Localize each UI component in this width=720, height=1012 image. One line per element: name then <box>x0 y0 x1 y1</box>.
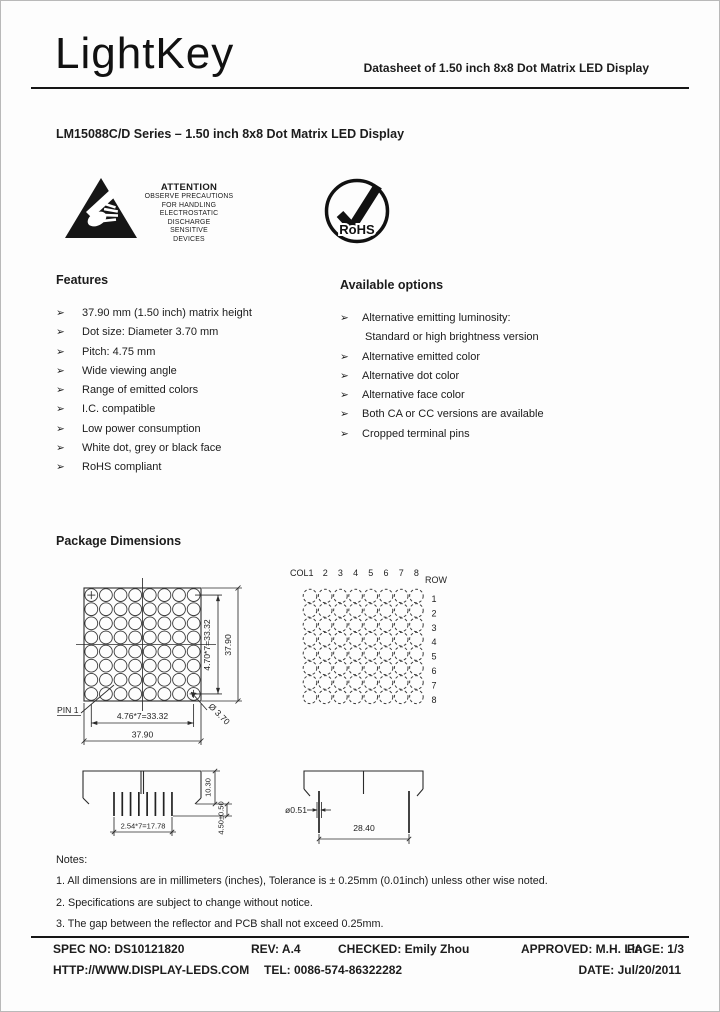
col-header-label: 5 <box>368 568 374 578</box>
row-number: 1 <box>431 594 437 604</box>
terminal-pins <box>114 792 172 816</box>
footer-tel: TEL: 0086-574-86322282 <box>264 963 403 977</box>
col-header-label: COL1 <box>290 568 314 578</box>
arrow-bullet-icon: ➢ <box>56 345 65 358</box>
footer-row-2 <box>1 963 720 981</box>
footer-rev: REV: A.4 <box>251 942 301 956</box>
footer-checked: CHECKED: Emily Zhou <box>338 942 470 956</box>
esd-line: SENSITIVE <box>170 227 208 235</box>
col-header-label: 3 <box>337 568 343 578</box>
brand-logo: LightKey <box>55 29 235 78</box>
feature-item <box>56 362 252 381</box>
arrow-bullet-icon: ➢ <box>56 364 65 377</box>
row-number: 6 <box>431 666 437 676</box>
col-header-label: 2 <box>322 568 328 578</box>
dim-pin-span: 28.40 <box>353 823 375 833</box>
option-item <box>340 367 544 386</box>
option-text: Alternative dot color <box>362 369 460 382</box>
row-number: 5 <box>431 651 437 662</box>
esd-warning-icon <box>64 177 138 239</box>
feature-item <box>56 400 252 419</box>
row-number: 3 <box>431 622 437 633</box>
row-number: 4 <box>431 637 437 648</box>
rohs-check-icon <box>322 176 392 246</box>
feature-text: Dot size: Diameter 3.70 mm <box>82 326 219 339</box>
feature-item <box>56 381 252 400</box>
footer-approved: APPROVED: M.H. Lin <box>521 942 643 956</box>
feature-text: 37.90 mm (1.50 inch) matrix height <box>82 307 252 319</box>
esd-title: ATTENTION <box>160 182 218 193</box>
arrow-bullet-icon: ➢ <box>56 442 65 455</box>
option-item <box>340 405 544 424</box>
dim-body-height: 10.30 <box>203 778 213 797</box>
option-text <box>362 309 539 348</box>
arrow-bullet-icon: ➢ <box>340 350 349 363</box>
arrow-bullet-icon: ➢ <box>56 461 65 474</box>
dim-outer-horizontal: 37.90 <box>131 729 154 740</box>
dim-pin-diameter: ø0.51 <box>285 805 307 815</box>
features-heading: Features <box>56 273 109 287</box>
esd-line: OBSERVE PRECAUTIONS <box>144 193 234 200</box>
option-text: Both CA or CC versions are available <box>362 408 544 421</box>
option-item <box>340 386 544 405</box>
note-item: 1. All dimensions are in millimeters (inches), Tolerance is ± 0.25mm (0.01inch) unless other wise noted. <box>56 875 548 888</box>
feature-text: Low power consumption <box>82 422 201 435</box>
feature-item <box>56 343 252 362</box>
page-title: LM15088C/D Series – 1.50 inch 8x8 Dot Matrix LED Display <box>56 127 405 141</box>
arrow-bullet-icon: ➢ <box>340 369 349 382</box>
options-list <box>340 309 544 444</box>
arrow-bullet-icon: ➢ <box>56 384 65 397</box>
dim-outer-vertical: 37.90 <box>223 634 233 656</box>
esd-line: ELECTROSTATIC <box>159 210 219 218</box>
option-item <box>340 309 544 348</box>
arrow-bullet-icon: ➢ <box>56 307 65 319</box>
side-view-drawing <box>69 758 239 850</box>
feature-item <box>56 323 252 342</box>
end-view-drawing <box>284 758 444 850</box>
row-number: 2 <box>431 608 437 619</box>
pin1-label: PIN 1 <box>57 705 79 715</box>
feature-item <box>56 304 252 323</box>
feature-item <box>56 439 252 458</box>
col-header-label: 6 <box>383 568 389 578</box>
footer-date: DATE: Jul/20/2011 <box>578 963 681 977</box>
feature-item <box>56 458 252 477</box>
dim-pin-length: 4.50±0.50 <box>216 801 226 835</box>
pin-map-drawing <box>288 561 460 713</box>
notes-section <box>56 850 548 935</box>
option-item <box>340 425 544 444</box>
features-list <box>56 304 252 478</box>
feature-item <box>56 420 252 439</box>
dot-diameter-label: Ø 3.70 <box>206 701 232 727</box>
option-item <box>340 348 544 367</box>
front-view-drawing <box>56 561 256 753</box>
arrow-bullet-icon: ➢ <box>56 422 65 435</box>
feature-text: Pitch: 4.75 mm <box>82 345 156 358</box>
esd-line: FOR HANDLING <box>161 201 217 209</box>
note-item: 2. Specifications are subject to change without notice. <box>56 896 313 909</box>
arrow-bullet-icon: ➢ <box>340 389 349 402</box>
option-text-main: Alternative emitting luminosity: <box>362 312 511 324</box>
footer-spec-no: SPEC NO: DS10121820 <box>53 942 185 956</box>
option-text: Alternative emitted color <box>362 350 480 363</box>
feature-text: RoHS compliant <box>82 461 162 474</box>
package-dimensions-heading: Package Dimensions <box>56 534 182 548</box>
footer-url[interactable]: HTTP://WWW.DISPLAY-LEDS.COM <box>53 963 250 977</box>
row-number: 8 <box>431 694 437 705</box>
pin-map-dot-grid <box>303 589 423 703</box>
header-subtitle: Datasheet of 1.50 inch 8x8 Dot Matrix LED Display <box>363 61 649 75</box>
arrow-bullet-icon: ➢ <box>56 403 65 416</box>
option-text: Alternative face color <box>362 389 465 402</box>
footer-row-1 <box>1 942 720 960</box>
feature-text: I.C. compatible <box>82 403 156 416</box>
row-label: ROW <box>425 575 447 585</box>
rohs-label: RoHS <box>339 222 375 237</box>
options-heading: Available options <box>340 278 444 292</box>
col-header-label: 8 <box>413 568 419 578</box>
dim-inner-vertical: 4.70*7=33.32 <box>202 619 212 671</box>
col-header-label: 4 <box>353 568 359 578</box>
esd-line: DISCHARGE <box>167 218 211 226</box>
feature-text: White dot, grey or black face <box>82 442 222 455</box>
footer-page: PAGE: 1/3 <box>626 942 684 956</box>
dim-inner-horizontal: 4.76*7=33.32 <box>116 711 169 721</box>
esd-line: DEVICES <box>173 235 205 243</box>
esd-warning-text <box>134 182 244 245</box>
option-text-sub: Standard or high brightness version <box>365 331 539 344</box>
dim-pin-pitch: 2.54*7=17.78 <box>120 821 166 831</box>
arrow-bullet-icon: ➢ <box>56 326 65 339</box>
note-item: 3. The gap between the reflector and PCB shall not exceed 0.25mm. <box>56 917 384 930</box>
footer-divider <box>31 936 689 938</box>
col-header-label: 7 <box>398 568 404 578</box>
header-divider <box>31 87 689 89</box>
feature-text: Wide viewing angle <box>82 364 177 377</box>
feature-text: Range of emitted colors <box>82 384 199 397</box>
row-number: 7 <box>431 680 437 691</box>
arrow-bullet-icon: ➢ <box>340 427 349 440</box>
arrow-bullet-icon: ➢ <box>340 312 349 324</box>
arrow-bullet-icon: ➢ <box>340 408 349 421</box>
option-text: Cropped terminal pins <box>362 427 470 440</box>
notes-heading: Notes: <box>56 854 88 866</box>
